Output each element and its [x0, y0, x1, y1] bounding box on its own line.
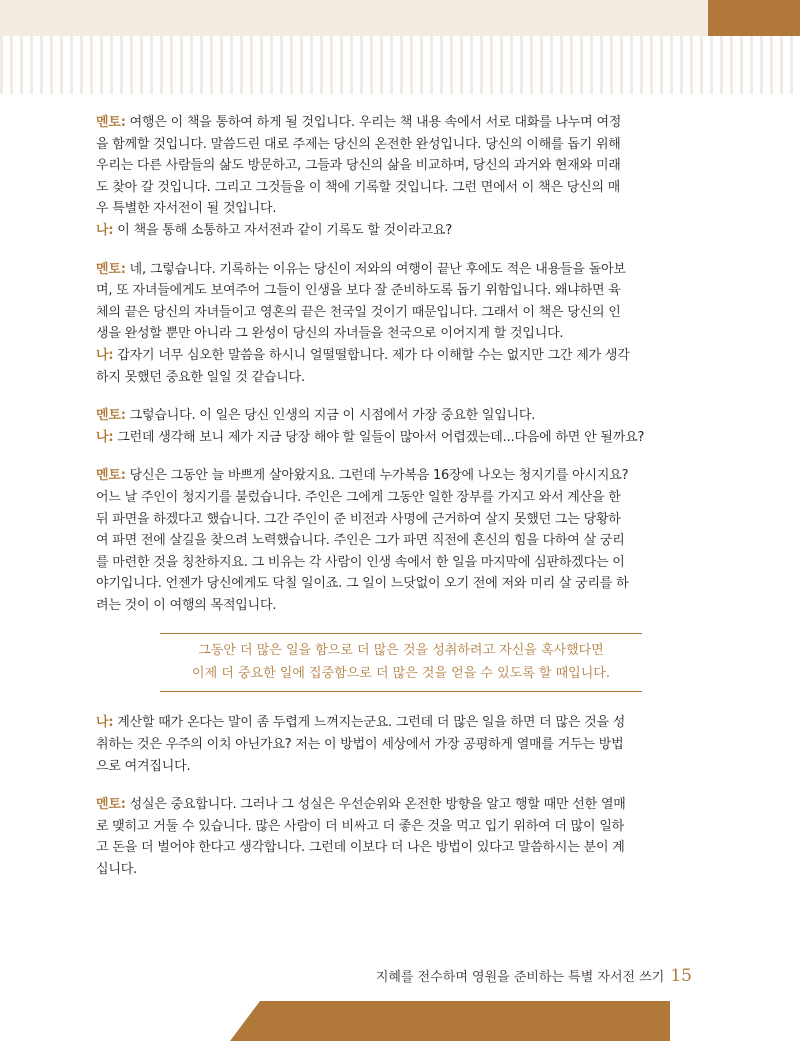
line-text: 우 특별한 자서전이 될 것입니다. [96, 201, 277, 217]
text-line [96, 573, 706, 595]
line-text: 로 맺히고 거둘 수 있습니다. 많은 사람이 더 비싸고 더 좋은 것을 먹고 입기 위하여 더 많이 일하 [96, 818, 625, 834]
text-line [96, 112, 706, 134]
text-line [96, 405, 706, 427]
text-line [96, 530, 706, 552]
pull-quote [160, 633, 642, 692]
line-text: 어느 날 주인이 청지기를 불렀습니다. 주인은 그에게 그동안 일한 장부를 가지고 와서 계산을 한 [96, 489, 621, 505]
line-text: 그런데 생각해 보니 제가 지금 당장 해야 할 일들이 많아서 어렵겠는데...다음에 하면 안 될까요? [113, 429, 645, 445]
text-line [96, 220, 706, 242]
dialogue-block [96, 465, 706, 616]
speaker-label: 멘토: [96, 261, 126, 277]
text-line [96, 509, 706, 531]
dialogue-block [96, 712, 706, 777]
text-line [96, 367, 706, 389]
dialogue-block [96, 794, 706, 880]
line-text: 뒤 파면을 하겠다고 했습니다. 그간 주인이 준 비전과 사명에 근거하여 살지 못했던 그는 당황하 [96, 511, 621, 527]
text-line [96, 756, 706, 778]
line-text: 며, 또 자녀들에게도 보여주어 그들이 인생을 보다 잘 준비하도록 돕기 위함입니다. 왜냐하면 육 [96, 283, 621, 299]
line-text: 네, 그렇습니다. 기록하는 이유는 당신이 저와의 여행이 끝난 후에도 적은 내용들을 돌아보 [125, 261, 626, 277]
text-line [96, 302, 706, 324]
speaker-label: 나: [96, 715, 114, 731]
text-line [96, 595, 706, 617]
text-line [96, 177, 706, 199]
line-text: 생을 완성할 뿐만 아니라 그 완성이 당신의 자녀들을 천국으로 이어지게 할 것입니다. [96, 326, 564, 342]
line-text: 하지 못했던 중요한 일일 것 같습니다. [96, 369, 305, 385]
dialogue-block [96, 405, 706, 448]
footer-band [230, 1001, 670, 1041]
text-line [96, 552, 706, 574]
line-text: 여 파면 전에 살길을 찾으려 노력했습니다. 주인은 그가 파면 직전에 혼신의 힘을 다하여 살 궁리 [96, 533, 625, 549]
header-band [0, 0, 708, 36]
speaker-label: 나: [96, 222, 114, 238]
footer-band-end [670, 1001, 800, 1041]
line-text: 그렇습니다. 이 일은 당신 인생의 지금 이 시점에서 가장 중요한 일입니다. [125, 408, 536, 424]
line-text: 여행은 이 책을 통하여 하게 될 것입니다. 우리는 책 내용 속에서 서로 대화를 나누며 여정 [125, 115, 622, 130]
text-line [96, 323, 706, 345]
text-line [96, 198, 706, 220]
line-text: 체의 끝은 당신의 자녀들이고 영혼의 끝은 천국일 것이기 때문입니다. 그래서 이 책은 당신의 인 [96, 304, 621, 320]
page-content [96, 112, 706, 898]
text-line [96, 712, 706, 734]
line-text: 고 돈을 더 벌어야 한다고 생각합니다. 그런데 이보다 더 나은 방법이 있다고 말씀하시는 분이 계 [96, 840, 625, 856]
line-text: 계산할 때가 온다는 말이 좀 두렵게 느껴지는군요. 그런데 더 많은 일을 하면 더 많은 것을 성 [113, 715, 626, 731]
line-text: 으로 여겨집니다. [96, 758, 191, 774]
line-text: 갑자기 너무 심오한 말씀을 하시니 얼떨떨합니다. 제가 다 이해할 수는 없지만 그간 제가 생각 [113, 347, 630, 363]
line-text: 이 책을 통해 소통하고 자서전과 같이 기록도 할 것이라고요? [113, 222, 453, 238]
dialogue-list [96, 112, 706, 616]
line-text: 당신은 그동안 늘 바쁘게 살아왔지요. 그런데 누가복음 16장에 나오는 청지기를 아시지요? [125, 468, 629, 484]
dialogue-block [96, 259, 706, 389]
line-text: 성실은 중요합니다. 그러나 그 성실은 우선순위와 온전한 방향을 알고 행할 때만 선한 열매 [125, 797, 626, 813]
text-line [96, 816, 706, 838]
text-line [96, 837, 706, 859]
text-line [96, 859, 706, 881]
text-line [96, 487, 706, 509]
text-line [96, 734, 706, 756]
text-line [96, 427, 706, 449]
speaker-label: 멘토: [96, 468, 126, 484]
header-tab [708, 0, 800, 36]
speaker-label: 멘토: [96, 115, 126, 130]
line-text: 야기입니다. 언젠가 당신에게도 닥칠 일이죠. 그 일이 느닷없이 오기 전에 저와 미리 살 궁리를 하 [96, 576, 629, 592]
text-line [96, 134, 706, 156]
text-line [96, 280, 706, 302]
page-footer [376, 966, 692, 986]
line-text: 를 마련한 것을 칭찬하지요. 그 비유는 각 사람이 인생 속에서 한 일을 마지막에 심판하겠다는 이 [96, 554, 625, 570]
line-text: 취하는 것은 우주의 이치 아닌가요? 저는 이 방법이 세상에서 가장 공평하게 열매를 거두는 방법 [96, 737, 624, 753]
text-line [96, 345, 706, 367]
line-text: 려는 것이 이 여행의 목적입니다. [96, 597, 277, 613]
running-title: 지혜를 전수하며 영원을 준비하는 특별 자서전 쓰기 [375, 970, 665, 985]
text-line [96, 259, 706, 281]
pull-quote-line-2: 이제 더 중요한 일에 집중함으로 더 많은 것을 얻을 수 있도록 할 때입니다. [192, 666, 610, 682]
speaker-label: 멘토: [96, 408, 126, 424]
text-line [96, 794, 706, 816]
text-line [96, 155, 706, 177]
line-text: 십니다. [96, 862, 138, 878]
dialogue-block [96, 112, 706, 242]
header-stripes [0, 36, 800, 94]
line-text: 도 찾아 갈 것입니다. 그리고 그것들을 이 책에 기록할 것입니다. 그런 면에서 이 책은 당신의 매 [96, 179, 621, 195]
text-line [96, 465, 706, 487]
page-number: 15 [670, 966, 692, 986]
line-text: 을 함께할 것입니다. 말씀드린 대로 주제는 당신의 온전한 완성입니다. 당신의 이해를 돕기 위해 [96, 136, 621, 152]
speaker-label: 멘토: [96, 797, 126, 813]
line-text: 우리는 다른 사람들의 삶도 방문하고, 그들과 당신의 삶을 비교하며, 당신의 과거와 현재와 미래 [96, 158, 621, 174]
speaker-label: 나: [96, 429, 114, 445]
pull-quote-line-1: 그동안 더 많은 일을 함으로 더 많은 것을 성취하려고 자신을 혹사했다면 [198, 643, 604, 659]
speaker-label: 나: [96, 347, 114, 363]
dialogue-list-continued [96, 712, 706, 880]
